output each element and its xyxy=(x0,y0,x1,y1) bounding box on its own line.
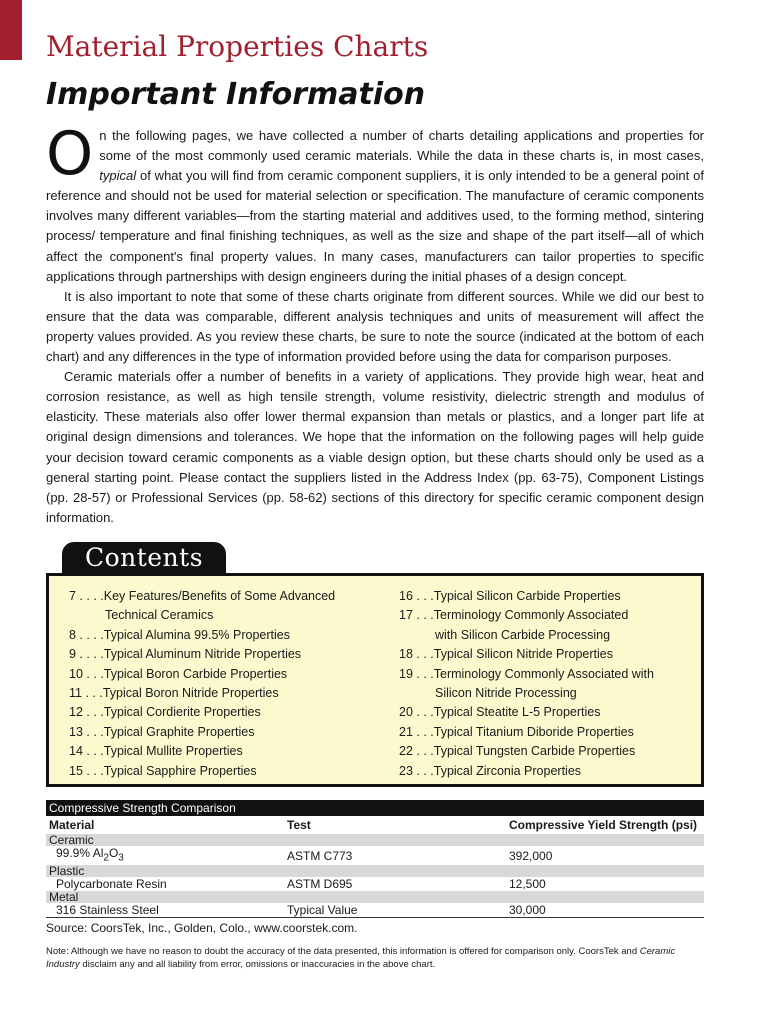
toc-entry[interactable]: 19 . . . Terminology Commonly Associated with xyxy=(399,666,654,681)
cell-strength: 392,000 xyxy=(509,848,553,863)
cell-test: Typical Value xyxy=(284,903,506,918)
toc-left-column xyxy=(69,587,369,781)
toc-entry[interactable]: 10 . . . Typical Boron Carbide Properties xyxy=(69,666,288,681)
toc-entry[interactable]: 20 . . . Typical Steatite L-5 Properties xyxy=(399,705,601,720)
cell-strength: 30,000 xyxy=(506,903,704,918)
table-row xyxy=(46,877,704,891)
drop-cap: O xyxy=(46,119,94,189)
header-strength: Compressive Yield Strength (psi) xyxy=(509,818,698,832)
toc-entry[interactable]: 22 . . . Typical Tungsten Carbide Properties xyxy=(399,744,636,759)
toc-entry-continuation: with Silicon Carbide Processing xyxy=(435,627,611,642)
group-row: Ceramic xyxy=(46,834,704,846)
page-heading: Important Information xyxy=(46,77,426,112)
toc-entry[interactable]: 18 . . . Typical Silicon Nitride Properties xyxy=(399,647,613,662)
contents-box xyxy=(46,573,704,787)
toc-entry[interactable]: 16 . . . Typical Silicon Carbide Properties xyxy=(399,589,621,603)
compressive-strength-table xyxy=(46,800,704,918)
toc-entry[interactable]: 21 . . . Typical Titanium Diboride Properties xyxy=(399,724,634,739)
paragraph-2: It is also important to note that some of these charts originate from different sources. While we did our best to ensure that the data was comparable, different analysis techniques and units of measurement will affect the property values provided. As you review these charts, be sure to note the source (indicated at the bottom of each chart) and any differences in the type of information provided before using the data for comparison purposes. xyxy=(46,288,704,365)
contents-tab xyxy=(62,542,226,574)
article-body xyxy=(46,119,704,528)
toc-entry[interactable]: 11 . . . Typical Boron Nitride Properties xyxy=(69,686,279,701)
toc-right-column xyxy=(399,587,699,781)
corner-accent-bar xyxy=(0,0,22,60)
toc-entry[interactable]: 17 . . . Terminology Commonly Associated xyxy=(399,608,629,623)
table-row xyxy=(46,903,704,918)
table-note: Note: Although we have no reason to doubt the accuracy of the data presented, this information is offered for comparison only. CoorsTek and Ceramic Industry disclaim any and all liability from error, omissions or inaccuracies in the above chart. xyxy=(46,946,676,970)
group-row: Metal xyxy=(46,891,704,903)
cell-material: 99.9% $Al_2O_3$ xyxy=(56,846,124,864)
section-title: Material Properties Charts xyxy=(46,30,429,63)
toc-entry[interactable]: 12 . . . Typical Cordierite Properties xyxy=(69,705,261,720)
table-source: Source: CoorsTek, Inc., Golden, Colo., www.coorstek.com. xyxy=(46,921,358,935)
cell-test: ASTM C773 xyxy=(287,848,353,863)
comparison-table xyxy=(46,816,704,918)
cell-material: Polycarbonate Resin xyxy=(56,877,167,892)
table-header-row xyxy=(46,816,704,834)
group-row: Plastic xyxy=(46,865,704,877)
cell-test: ASTM D695 xyxy=(287,877,353,892)
toc-entry-continuation: Silicon Nitride Processing xyxy=(435,686,577,701)
contents-title: Contents xyxy=(84,543,204,572)
toc-entry[interactable]: 8 . . . . Typical Alumina 99.5% Properties xyxy=(69,627,290,642)
cell-strength: 12,500 xyxy=(509,877,546,892)
toc-entry[interactable]: 9 . . . . Typical Aluminum Nitride Properties xyxy=(69,647,302,662)
header-material: Material xyxy=(49,818,95,832)
table-title: Compressive Strength Comparison xyxy=(46,800,704,816)
toc-entry[interactable]: 23 . . . Typical Zirconia Properties xyxy=(399,763,582,778)
cell-material: 316 Stainless Steel xyxy=(46,903,284,918)
paragraph-3: Ceramic materials offer a number of benefits in a variety of applications. They provide high wear, heat and corrosion resistance, as well as high tensile strength, volume resistivity, dielectric strength and modulus of elasticity. These materials also offer lower thermal expansion than metals or plastics, and a longer part life at original design dimensions and tolerances. We hope that the information on the following pages will help guide your decision toward ceramic components as a viable design option, but these charts should only be used as a general starting point. Please contact the suppliers listed in the Address Index (pp. 63-75), Component Listings (pp. 28-57) or Professional Services (pp. 58-62) sections of this directory for specific ceramic component design information. xyxy=(46,369,704,525)
toc-entry[interactable]: 15 . . . Typical Sapphire Properties xyxy=(69,763,257,778)
toc-entry[interactable]: 14 . . . Typical Mullite Properties xyxy=(69,744,243,759)
toc-entry[interactable]: 13 . . . Typical Graphite Properties xyxy=(69,724,255,739)
toc-entry-continuation: Technical Ceramics xyxy=(105,608,214,623)
paragraph-1: On the following pages, we have collected a number of charts detailing applications and properties for some of the most commonly used ceramic materials. While the data in these charts is, in most cases, typical of what you will find from ceramic component suppliers, it is only intended to be a general point of reference and should not be used for material selection or specification. The manufacture of ceramic components involves many different variables—from the starting material and additives used, to the forming method, sintering process/ temperature and final finishing techniques, as well as the size and shape of the part itself—all of which affect the component's final property values. In many cases, manufacturers can tailor properties to specific applications through partnerships with design engineers during the initial phases of a design concept. xyxy=(46,119,704,284)
toc-entry[interactable]: 7 . . . . Key Features/Benefits of Some Advanced xyxy=(69,589,336,603)
table-row xyxy=(46,846,704,865)
header-test: Test xyxy=(287,818,311,832)
